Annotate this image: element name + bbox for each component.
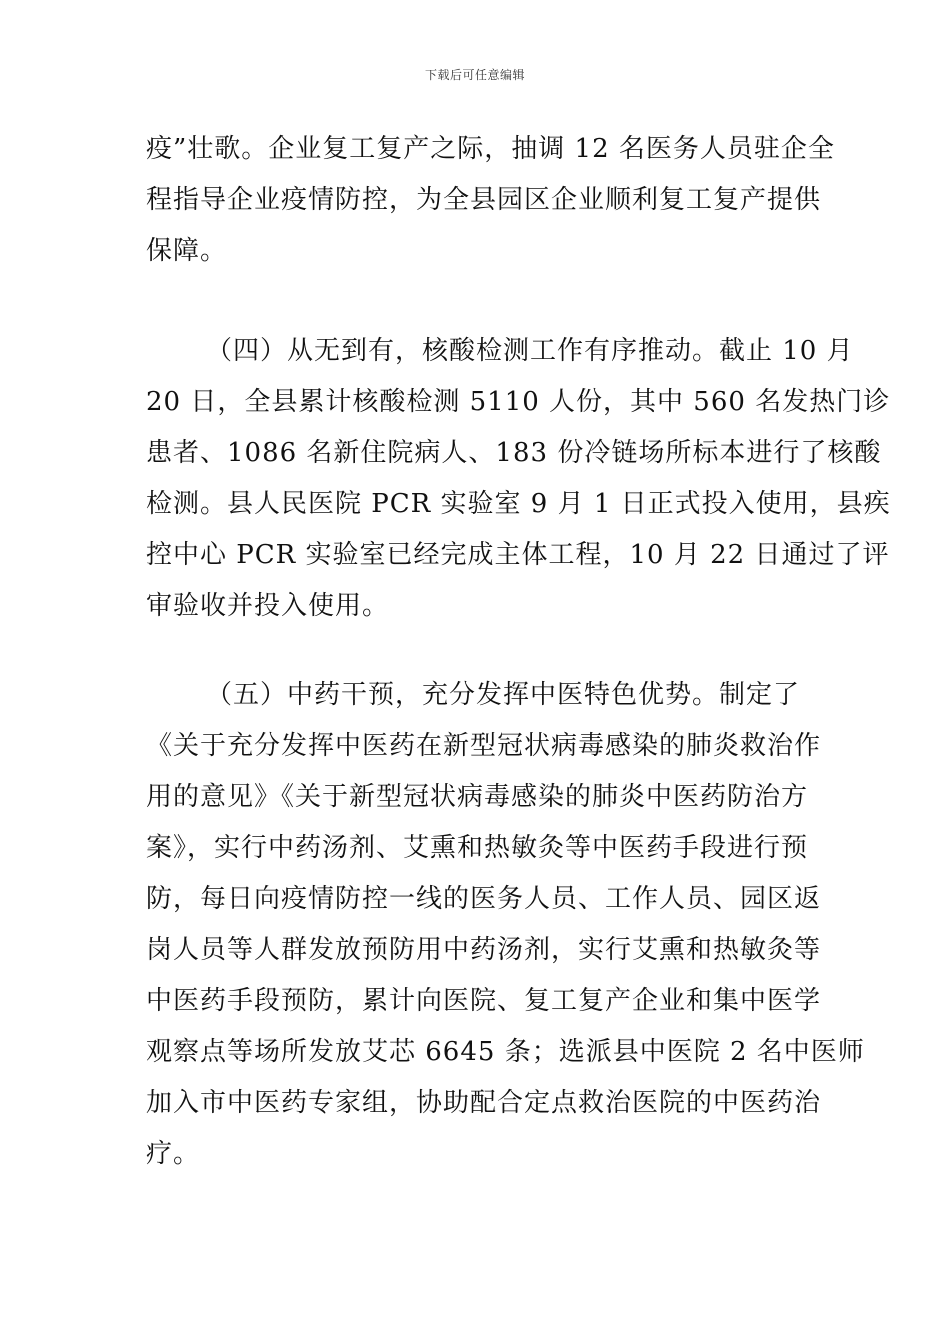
text-line: （五）中药干预，充分发挥中医特色优势。制定了 — [206, 680, 801, 710]
paragraph-nucleic-acid-testing — [146, 326, 891, 632]
text-line: 保障。 — [146, 236, 228, 266]
paragraph-epidemic-song — [146, 124, 835, 277]
text-line: （四）从无到有，核酸检测工作有序推动。截止 10 月 — [206, 336, 854, 366]
text-line: 20 日，全县累计核酸检测 5110 人份，其中 560 名发热门诊 — [146, 387, 891, 417]
text-line: 审验收并投入使用。 — [146, 591, 390, 621]
text-line: 控中心 PCR 实验室已经完成主体工程，10 月 22 日通过了评 — [146, 540, 890, 570]
text-line: 疫”壮歌。企业复工复产之际，抽调 12 名医务人员驻企全 — [146, 134, 835, 164]
page-header: 下载后可任意编辑 — [424, 68, 525, 82]
text-line: 案》，实行中药汤剂、艾熏和热敏灸等中医药手段进行预 — [146, 833, 809, 863]
text-line: 疗。 — [146, 1139, 201, 1169]
text-line: 程指导企业疫情防控，为全县园区企业顺利复工复产提供 — [146, 185, 822, 215]
paragraph-tcm-intervention — [146, 670, 865, 1180]
text-line: 检测。县人民医院 PCR 实验室 9 月 1 日正式投入使用，县疾 — [146, 489, 891, 519]
text-line: 患者、1086 名新住院病人、183 份冷链场所标本进行了核酸 — [146, 438, 882, 468]
text-line: 用的意见》《关于新型冠状病毒感染的肺炎中医药防治方 — [146, 782, 809, 812]
text-line: 中医药手段预防，累计向医院、复工复产企业和集中医学 — [146, 986, 822, 1016]
text-line: 《关于充分发挥中医药在新型冠状病毒感染的肺炎救治作 — [146, 731, 822, 761]
text-line: 岗人员等人群发放预防用中药汤剂，实行艾熏和热敏灸等 — [146, 935, 822, 965]
text-line: 加入市中医药专家组，协助配合定点救治医院的中医药治 — [146, 1088, 822, 1118]
text-line: 防，每日向疫情防控一线的医务人员、工作人员、园区返 — [146, 884, 822, 914]
text-line: 观察点等场所发放艾芯 6645 条；选派县中医院 2 名中医师 — [146, 1037, 865, 1067]
